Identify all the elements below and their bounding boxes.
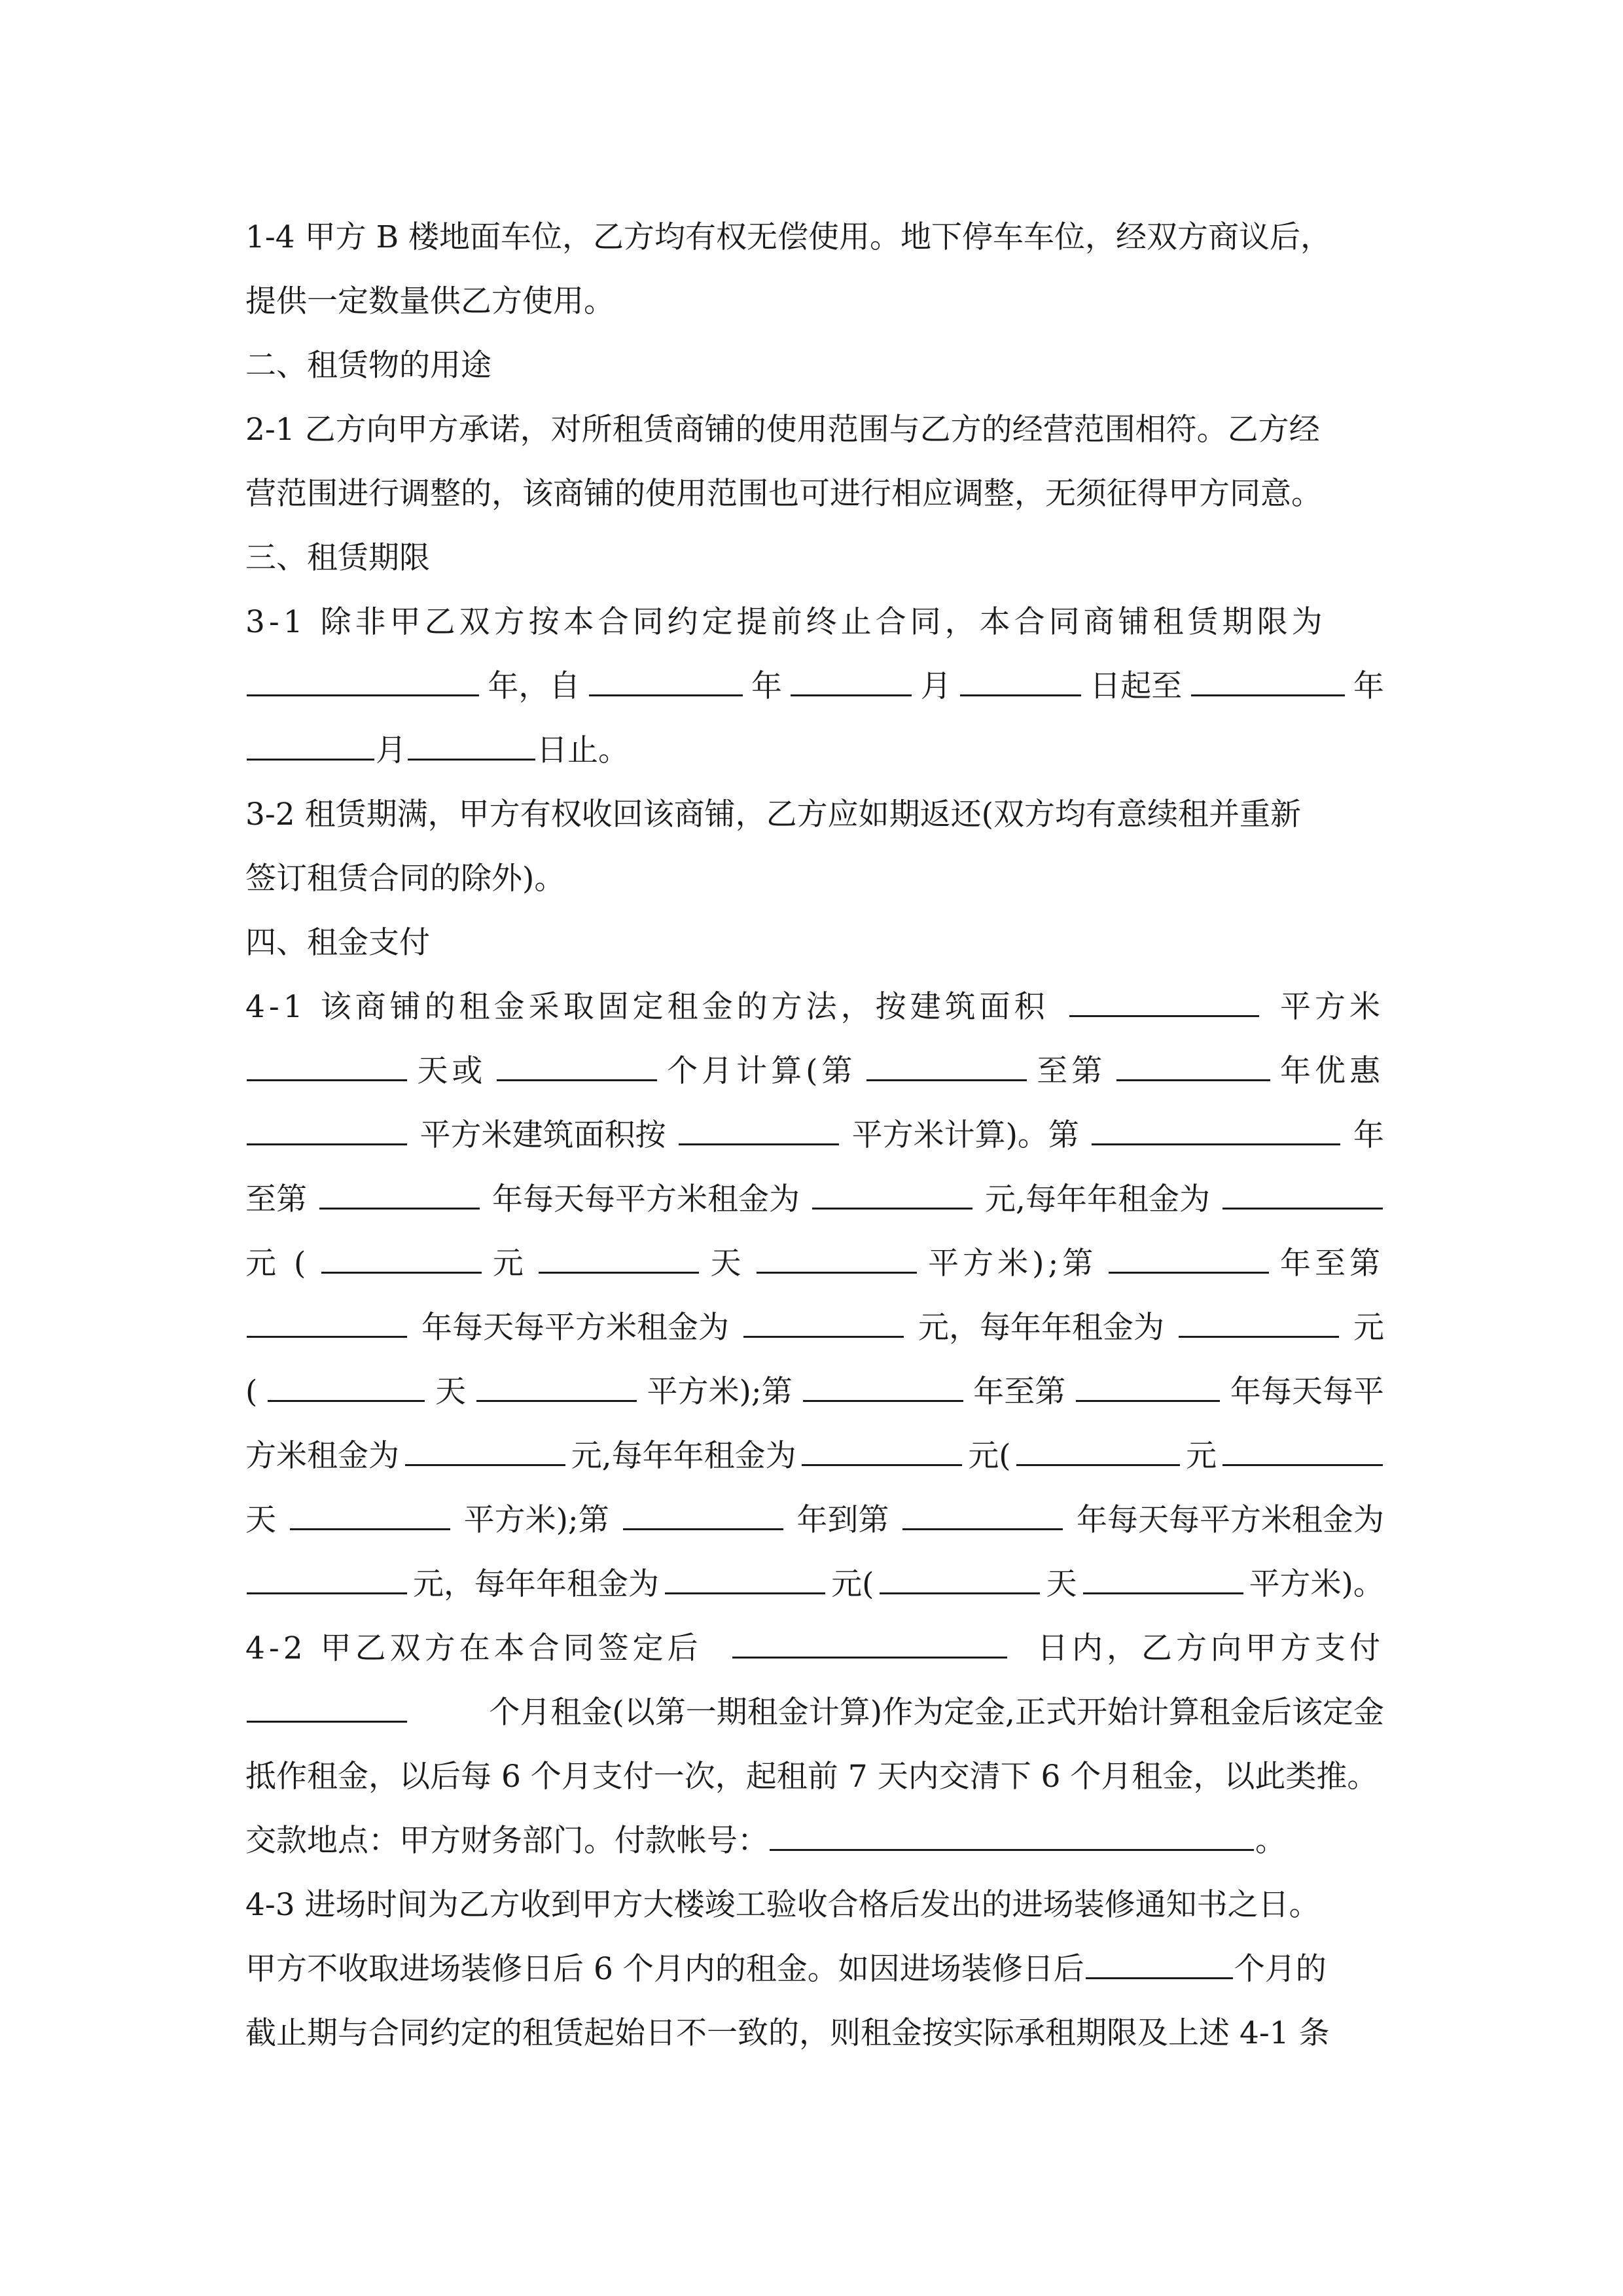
blank [247,1569,407,1594]
blank [623,1505,783,1530]
clause-4-1-line-9: 天 平方米);第 年到第 年每天每平方米租金为 [245,1502,1384,1538]
clause-4-1-line-4: 至第 年每天每平方米租金为 元,每年年租金为 [245,1168,1384,1232]
blank [679,1120,839,1145]
blank [290,1505,450,1530]
blank-days [732,1633,1007,1659]
blank [1179,1312,1339,1338]
blank [497,1056,657,1081]
clause-4-1-line-2: 天或 个月计算(第 至第 年优惠 [245,1039,1384,1103]
clause-4-2-line-1: 4-2 甲乙双方在本合同签定后 日内，乙方向甲方支付 [245,1630,1384,1666]
clause-4-2-line-3: 抵作租金，以后每 6 个月支付一次，起租前 7 天内交清下 6 个月租金，以此类推。 [245,1759,1378,1795]
blank [802,1441,962,1466]
blank [247,1120,407,1145]
blank [757,1248,917,1274]
clause-4-3-line-3: 截止期与合同约定的租赁起始日不一致的，则租金按实际承租期限及上述 4-1 条 [245,2015,1330,2051]
blank [902,1505,1063,1530]
blank [743,1312,904,1338]
blank [665,1569,825,1594]
blank [1116,1056,1270,1081]
blank [812,1184,972,1210]
blank [1069,992,1259,1017]
clause-4-1-line-1: 4-1 该商铺的租金采取固定租金的方法，按建筑面积 平方米 [245,989,1384,1025]
blank-account-number [770,1825,1254,1851]
clause-3-2-line-1: 3-2 租赁期满，甲方有权收回该商铺，乙方应如期返还(双方均有意续租并重新 [245,797,1301,833]
blank [319,1184,480,1210]
blank [405,1441,565,1466]
clause-2-1-line-1: 2-1 乙方向甲方承诺，对所租赁商铺的使用范围与乙方的经营范围相符。乙方经 [245,412,1320,448]
blank [476,1376,637,1402]
blank-end-month [247,735,374,761]
blank [1076,1376,1220,1402]
blank [247,1056,407,1081]
clause-4-3-line-2: 甲方不收取进场装修日后 6 个月内的租金。如因进场装修日后 个月的 [245,1951,1327,1987]
clause-3-2-line-2: 签订租赁合同的除外)。 [245,861,565,897]
blank [1222,1184,1383,1210]
blank [866,1056,1027,1081]
blank [1092,1120,1340,1145]
clause-4-1-line-7: ( 天 平方米);第 年至第 年每天每平 [245,1374,1384,1410]
blank [1222,1441,1383,1466]
clause-4-1-line-6: 年每天每平方米租金为 元，每年年租金为 元 [245,1296,1384,1360]
clause-4-3-line-1: 4-3 进场时间为乙方收到甲方大楼竣工验收合格后发出的进场装修通知书之日。 [245,1887,1320,1923]
section-3-heading: 三、租赁期限 [245,540,430,576]
blank-end-day [408,735,535,761]
clause-4-1-line-5: 元 ( 元 天 平方米);第 年至第 [245,1246,1384,1282]
blank-months [1086,1954,1233,1979]
blank [268,1376,425,1402]
blank [1016,1441,1180,1466]
blank [1109,1248,1269,1274]
blank-months [247,1697,407,1723]
clause-3-1-line-3: 月 日止。 [245,719,1384,783]
clause-2-1-line-2: 营范围进行调整的，该商铺的使用范围也可进行相应调整，无须征得甲方同意。 [245,476,1322,512]
section-2-heading: 二、租赁物的用途 [245,348,491,384]
section-4-heading: 四、租金支付 [245,925,430,961]
blank [321,1248,482,1274]
blank-start-day [960,671,1081,696]
contract-page [245,206,1384,2066]
blank [247,1312,407,1338]
clause-4-1-line-10: 元，每年年租金为 元( 天 平方米)。 [245,1552,1384,1617]
clause-4-2-line-4: 交款地点：甲方财务部门。付款帐号： 。 [245,1823,1286,1859]
clause-1-4-line-1: 1-4 甲方 B 楼地面车位，乙方均有权无偿使用。地下停车车位，经双方商议后， [245,219,1332,255]
blank-start-month [791,671,912,696]
clause-3-1-line-2: 年，自 年 月 日起至 年 [245,655,1384,719]
blank [803,1376,963,1402]
clause-1-4-line-2: 提供一定数量供乙方使用。 [245,283,615,319]
blank [880,1569,1040,1594]
blank [539,1248,699,1274]
clause-4-1-line-8: 方米租金为 元,每年年租金为 元( 元 [245,1424,1384,1488]
blank-start-year [589,671,743,696]
clause-4-1-line-3: 平方米建筑面积按 平方米计算)。第 年 [245,1103,1384,1168]
clause-3-1-line-1: 3-1 除非甲乙双方按本合同约定提前终止合同，本合同商铺租赁期限为 [245,604,1327,640]
blank [1083,1569,1243,1594]
clause-4-2-line-2: 个月租金(以第一期租金计算)作为定金,正式开始计算租金后该定金 [245,1681,1384,1745]
blank-end-year [1191,671,1345,696]
blank-term-years [247,671,479,696]
